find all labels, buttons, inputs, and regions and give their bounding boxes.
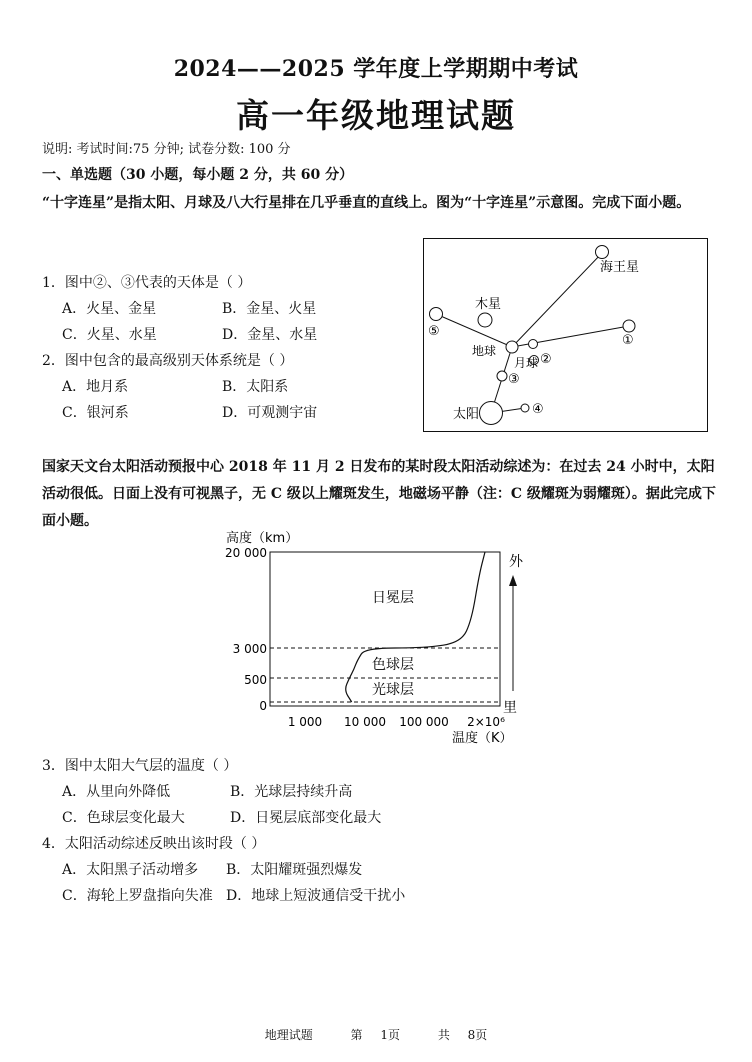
question-2-option-c[interactable]: C．银河系	[62, 405, 129, 421]
question-4-option-a[interactable]: A．太阳黑子活动增多	[62, 862, 199, 878]
question-3-option-a[interactable]: A．从里向外降低	[62, 784, 171, 800]
footer-page-number: 第 1页	[350, 1028, 400, 1042]
neptune-body	[596, 246, 609, 259]
question-1-option-a[interactable]: A．火星、金星	[62, 301, 157, 317]
question-1-option-b[interactable]: B．金星、火星	[222, 301, 317, 317]
label-four: ④	[532, 402, 544, 417]
body-one	[623, 320, 635, 332]
label-two: ②	[540, 352, 552, 367]
cross-star-diagram	[423, 238, 709, 432]
question-1-stem: 1．图中②、③代表的天体是（ ）	[42, 275, 252, 291]
passage-1: “十字连星”是指太阳、月球及八大行星排在几乎垂直的直线上。图为“十字连星”示意图。完成下面小题。	[42, 195, 691, 211]
body-four	[521, 404, 529, 412]
page-footer	[0, 1026, 752, 1043]
label-sun: 太阳	[453, 407, 480, 422]
moon-body	[529, 340, 538, 349]
question-3-option-c[interactable]: C．色球层变化最大	[62, 810, 185, 826]
diagram-frame	[424, 239, 708, 432]
chart-xlabel: 温度（K）	[452, 731, 513, 746]
jupiter-body	[478, 313, 492, 327]
x-tick-label: 100 000	[399, 715, 449, 729]
question-2-option-d[interactable]: D．可观测宇宙	[222, 405, 318, 421]
y-tick-label: 3 000	[232, 642, 267, 656]
question-4-option-c[interactable]: C．海轮上罗盘指向失准	[62, 888, 213, 904]
question-1-option-c[interactable]: C．火星、水星	[62, 327, 157, 343]
passage-2: 国家天文台太阳活动预报中心 2018 年 11 月 2 日发布的某时段太阳活动综述为：在过去 24 小时中，太阳活动很低。日面上没有可视黑子，无 C 级以上耀斑发生，地磁场平静（注：C 级耀斑为弱耀斑）。据此完成下面小题。	[42, 459, 716, 529]
direction-inner-label: 里	[503, 700, 517, 716]
direction-outer-label: 外	[509, 554, 523, 570]
x-tick-label: 1 000	[287, 715, 323, 729]
temperature-curve	[346, 552, 485, 702]
exam-year-title: 2024——2025 学年度上学期期中考试	[173, 56, 579, 82]
label-earth: 地球	[472, 344, 497, 358]
label-five: ⑤	[428, 324, 440, 339]
x-tick-label: 2×10⁶	[467, 715, 505, 729]
question-4-option-b[interactable]: B．太阳耀斑强烈爆发	[226, 862, 363, 878]
question-2-option-b[interactable]: B．太阳系	[222, 379, 289, 395]
y-tick-label: 20 000	[225, 546, 267, 560]
question-4-option-d[interactable]: D．地球上短波通信受干扰小	[226, 888, 406, 904]
y-tick-label: 0	[259, 699, 267, 713]
earth-body	[506, 341, 518, 353]
solar-atmosphere-chart	[222, 526, 532, 748]
exam-main-title: 高一年级地理试题	[236, 96, 516, 135]
question-2-stem: 2．图中包含的最高级别天体系统是（ ）	[42, 353, 294, 369]
y-tick-label: 500	[244, 673, 267, 687]
layer-chromosphere-label: 色球层	[372, 657, 414, 673]
footer-subject: 地理试题	[264, 1028, 313, 1042]
footer-total-pages: 共 8页	[437, 1028, 488, 1042]
question-2-option-a[interactable]: A．地月系	[62, 379, 129, 395]
body-three	[497, 371, 507, 381]
label-neptune: 海王星	[600, 260, 640, 275]
chart-ylabel: 高度（km）	[226, 531, 299, 546]
label-moon: 月球	[514, 356, 539, 370]
exam-note: 说明: 考试时间:75 分钟; 试卷分数: 100 分	[42, 142, 291, 157]
label-jupiter: 木星	[475, 297, 502, 312]
question-1-option-d[interactable]: D．金星、水星	[222, 327, 318, 343]
question-3-stem: 3．图中太阳大气层的温度（ ）	[42, 758, 238, 774]
layer-corona-label: 日冕层	[372, 590, 414, 606]
label-three: ③	[508, 372, 520, 387]
question-3-option-d[interactable]: D．日冕层底部变化最大	[230, 810, 382, 826]
body-five	[430, 308, 443, 321]
question-4-stem: 4．太阳活动综述反映出该时段（ ）	[42, 836, 266, 852]
question-3-option-b[interactable]: B．光球层持续升高	[230, 784, 353, 800]
sun-body	[480, 402, 503, 425]
layer-photosphere-label: 光球层	[372, 682, 414, 698]
line-five	[436, 314, 512, 347]
direction-arrow-head	[509, 575, 517, 586]
section-heading: 一、单选题（30 小题，每小题 2 分，共 60 分）	[42, 167, 354, 183]
x-tick-label: 10 000	[344, 715, 386, 729]
label-one: ①	[622, 333, 634, 348]
